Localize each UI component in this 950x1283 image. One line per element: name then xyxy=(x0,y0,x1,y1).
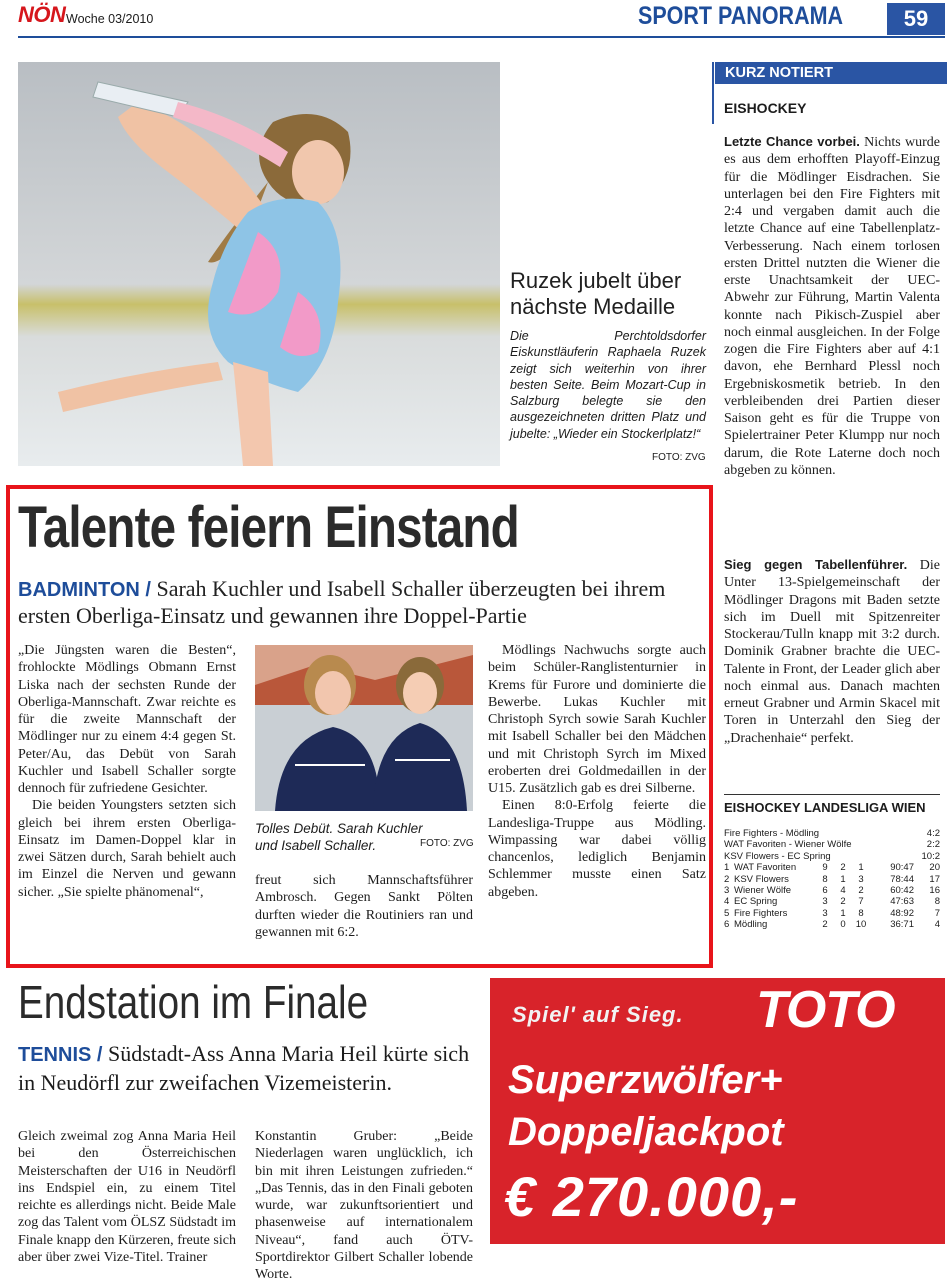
article-column-1 xyxy=(18,642,236,901)
ad-amount: € 270.000,- xyxy=(504,1165,799,1228)
article-headline: Endstation im Finale xyxy=(18,976,369,1028)
standings-row: 3 Wiener Wölfe 6 4 2 60:42 16 xyxy=(724,885,940,897)
article-column-2: Konstantin Gruber: „Beide Niederlagen waren unglücklich, ich bin mit ihren Leistungen zufrieden.“ „Das Tennis, das in den Finali geboten wurde, war zukunftsorientiert und phasenweise auf internationalem Niveau“, fand auch ÖTV-Sportdirektor Gilbert Schaller lobende Worte. xyxy=(255,1129,473,1282)
sidebar-item-2 xyxy=(724,556,940,747)
sidebar-heading: EISHOCKEY xyxy=(724,100,807,116)
skater-photo xyxy=(18,62,500,466)
photo-caption: Tolles Debüt. Sarah Kuchler und Isabell Schaller. xyxy=(255,821,423,853)
item-1-body: Nichts wurde es aus dem erhofften Playoff-Einzug für die Mödlinger Eisdrachen. Sie unterlagen bei den Fire Fighters mit 2:4 und vergaben damit auch die letzte Chance auf eine Tabellenplatz-Verbesserung. Nach einem torlosen ersten Drittel nutzten die Wiener die erste Unachtsamkeit der UEC-Abwehr zur Führung, Martin Valenta konnte nach Pikisch-Zuspiel aber noch einmal ausgleichen. In der Folge zogen die Fire Fighters aber auf 4:1 davon, ehe Bernhard Plessl noch Ergebniskosmetik betrieb. In den verbleibenden drei Partien dieser Saison geht es für die Truppe von Spielertrainer Peter Klumpp nur noch darum, die Rote Laterne doch noch abgeben zu können. xyxy=(724,135,940,478)
league-rule xyxy=(724,794,940,795)
article-column-1: Gleich zweimal zog Anna Maria Heil bei den Österreichischen Meisterschaften der U16 in Neudörfl ins Endspiel ein, zu einem Titel reichte es allerdings nicht. Beide Male zog das Talent vom ÖLSZ Südstadt im Finale knapp den Kürzeren, freute sich aber über zwei Vize-Titel. Trainer xyxy=(18,1129,236,1265)
sidebar-box-label: KURZ NOTIERT xyxy=(715,62,947,84)
ad-line-1: Superzwölfer+ xyxy=(508,1058,783,1102)
sidebar-item-1 xyxy=(724,133,940,479)
article-subtitle: Südstadt-Ass Anna Maria Heil kürte sich in Neudörfl zur zweifachen Vizemeisterin. xyxy=(18,1041,470,1095)
article-subheadline xyxy=(18,1040,478,1096)
sidebar-accent-line xyxy=(712,62,714,124)
league-table xyxy=(724,828,940,931)
article-headline: Talente feiern Einstand xyxy=(18,495,519,560)
brand-logo: NÖN xyxy=(18,2,66,27)
ad-line-2: Doppeljackpot xyxy=(508,1110,784,1154)
item-2-body: Die Unter 13-Spielgemeinschaft der Mödlinger Dragons mit Baden setzte sich im Duell mit Spitzenreiter Stockerau/Tulln knapp mit 3:2 durch. Dominik Grabner brachte die UEC-Talente in Front, der Leader glich aber noch einmal aus. Danach machten erneut Grabner und Armin Skacel mit Toren in Unterzahl den Sieg der „Drachenhaie“ perfekt. xyxy=(724,558,940,746)
photo-caption-title: Ruzek jubelt über nächste Medaille xyxy=(510,268,682,319)
paragraph: Mödlings Nachwuchs sorgte auch beim Schüler-Ranglistenturnier in Krems für Furore und dominierte die Bewerbe. Lukas Kuchler mit Christoph Syrch sowie Sarah Kuchler mit Isabell Schaller bei den Mädchen und mit Christoph Syrch im Mixed eroberten drei Goldmedaillen in der U15. Zusätzlich gab es drei Silberne. xyxy=(488,643,706,796)
ad-brand: TOTO xyxy=(756,981,895,1039)
article-kicker: TENNIS / xyxy=(18,1044,103,1066)
standings-row: 4 EC Spring 3 2 7 47:63 8 xyxy=(724,896,940,908)
section-title: SPORT PANORAMA xyxy=(638,2,844,30)
toto-advertisement[interactable] xyxy=(490,978,945,1244)
standings-row: 6 Mödling 2 0 10 36:71 4 xyxy=(724,919,940,931)
photo-caption-text: Die Perchtoldsdorfer Eiskunstläuferin Raphaela Ruzek zeigt sich weiterhin von ihrer besten Seite. Beim Mozart-Cup in Salzburg belegte sie den ausgezeichneten dritten Platz und jubelte: „Wieder ein Stockerlplatz!“ xyxy=(510,329,706,441)
paragraph: „Die Jüngsten waren die Besten“, frohlockte Mödlings Obmann Ernst Liska nach der sechsten Runde der Oberliga-Mannschaft. Zwar reichte es für die zweite Mannschaft der Mödlinger nur zu einem 4:4 gegen St. Peter/Au, das Debüt von Sarah Kuchler und Isabell Schaller sorgte dennoch für zufriedene Gesichter. xyxy=(18,643,236,796)
ad-slogan: Spiel' auf Sieg. xyxy=(512,1002,684,1027)
header-rule xyxy=(18,36,945,38)
players-photo xyxy=(255,645,473,811)
players-illustration xyxy=(255,645,473,811)
photo-credit: FOTO: ZVG xyxy=(652,452,706,463)
item-1-lead: Letzte Chance vorbei. xyxy=(724,134,860,149)
result-row: WAT Favoriten - Wiener Wölfe 2:2 xyxy=(724,839,940,851)
skater-illustration xyxy=(18,62,500,466)
league-heading: EISHOCKEY LANDESLIGA WIEN xyxy=(724,800,926,815)
article-kicker: BADMINTON / xyxy=(18,579,151,601)
article-column-2: freut sich Mannschaftsführer Ambrosch. Gegen Sankt Pölten durften wieder die Routiniers ran und gewannen mit 6:2. xyxy=(255,873,473,940)
page-number: 59 xyxy=(887,3,945,35)
article-subheadline xyxy=(18,576,708,628)
standings-row: 2 KSV Flowers 8 1 3 78:44 17 xyxy=(724,873,940,885)
issue-week: Woche 03/2010 xyxy=(66,12,154,26)
standings-row: 1 WAT Favoriten 9 2 1 90:47 20 xyxy=(724,862,940,874)
item-2-lead: Sieg gegen Tabellenführer. xyxy=(724,557,908,572)
paragraph: Einen 8:0-Erfolg feierte die Landesliga-Truppe aus Mödling. Wimpassing war dabei völlig chancenlos, lediglich Benjamin Schlemmer musste einen Satz abgeben. xyxy=(488,798,706,900)
photo-credit: FOTO: ZVG xyxy=(420,838,474,849)
result-row: Fire Fighters - Mödling 4:2 xyxy=(724,828,940,839)
article-subtitle: Sarah Kuchler und Isabell Schaller überzeugten bei ihrem ersten Oberliga-Einsatz und gewannen ihre Doppel-Partie xyxy=(18,576,666,628)
paragraph: Die beiden Youngsters setzten sich gleich bei ihrem ersten Oberliga-Einsatz im Damen-Doppel klar in zwei Sätzen durch, Sarah behielt auch im Einzel die Nerven und gewann sicher. „Sie spielte phänomenal“, xyxy=(18,798,236,900)
standings-row: 5 Fire Fighters 3 1 8 48:92 7 xyxy=(724,907,940,919)
article-column-3 xyxy=(488,642,706,901)
result-row: KSV Flowers - EC Spring 10:2 xyxy=(724,850,940,862)
